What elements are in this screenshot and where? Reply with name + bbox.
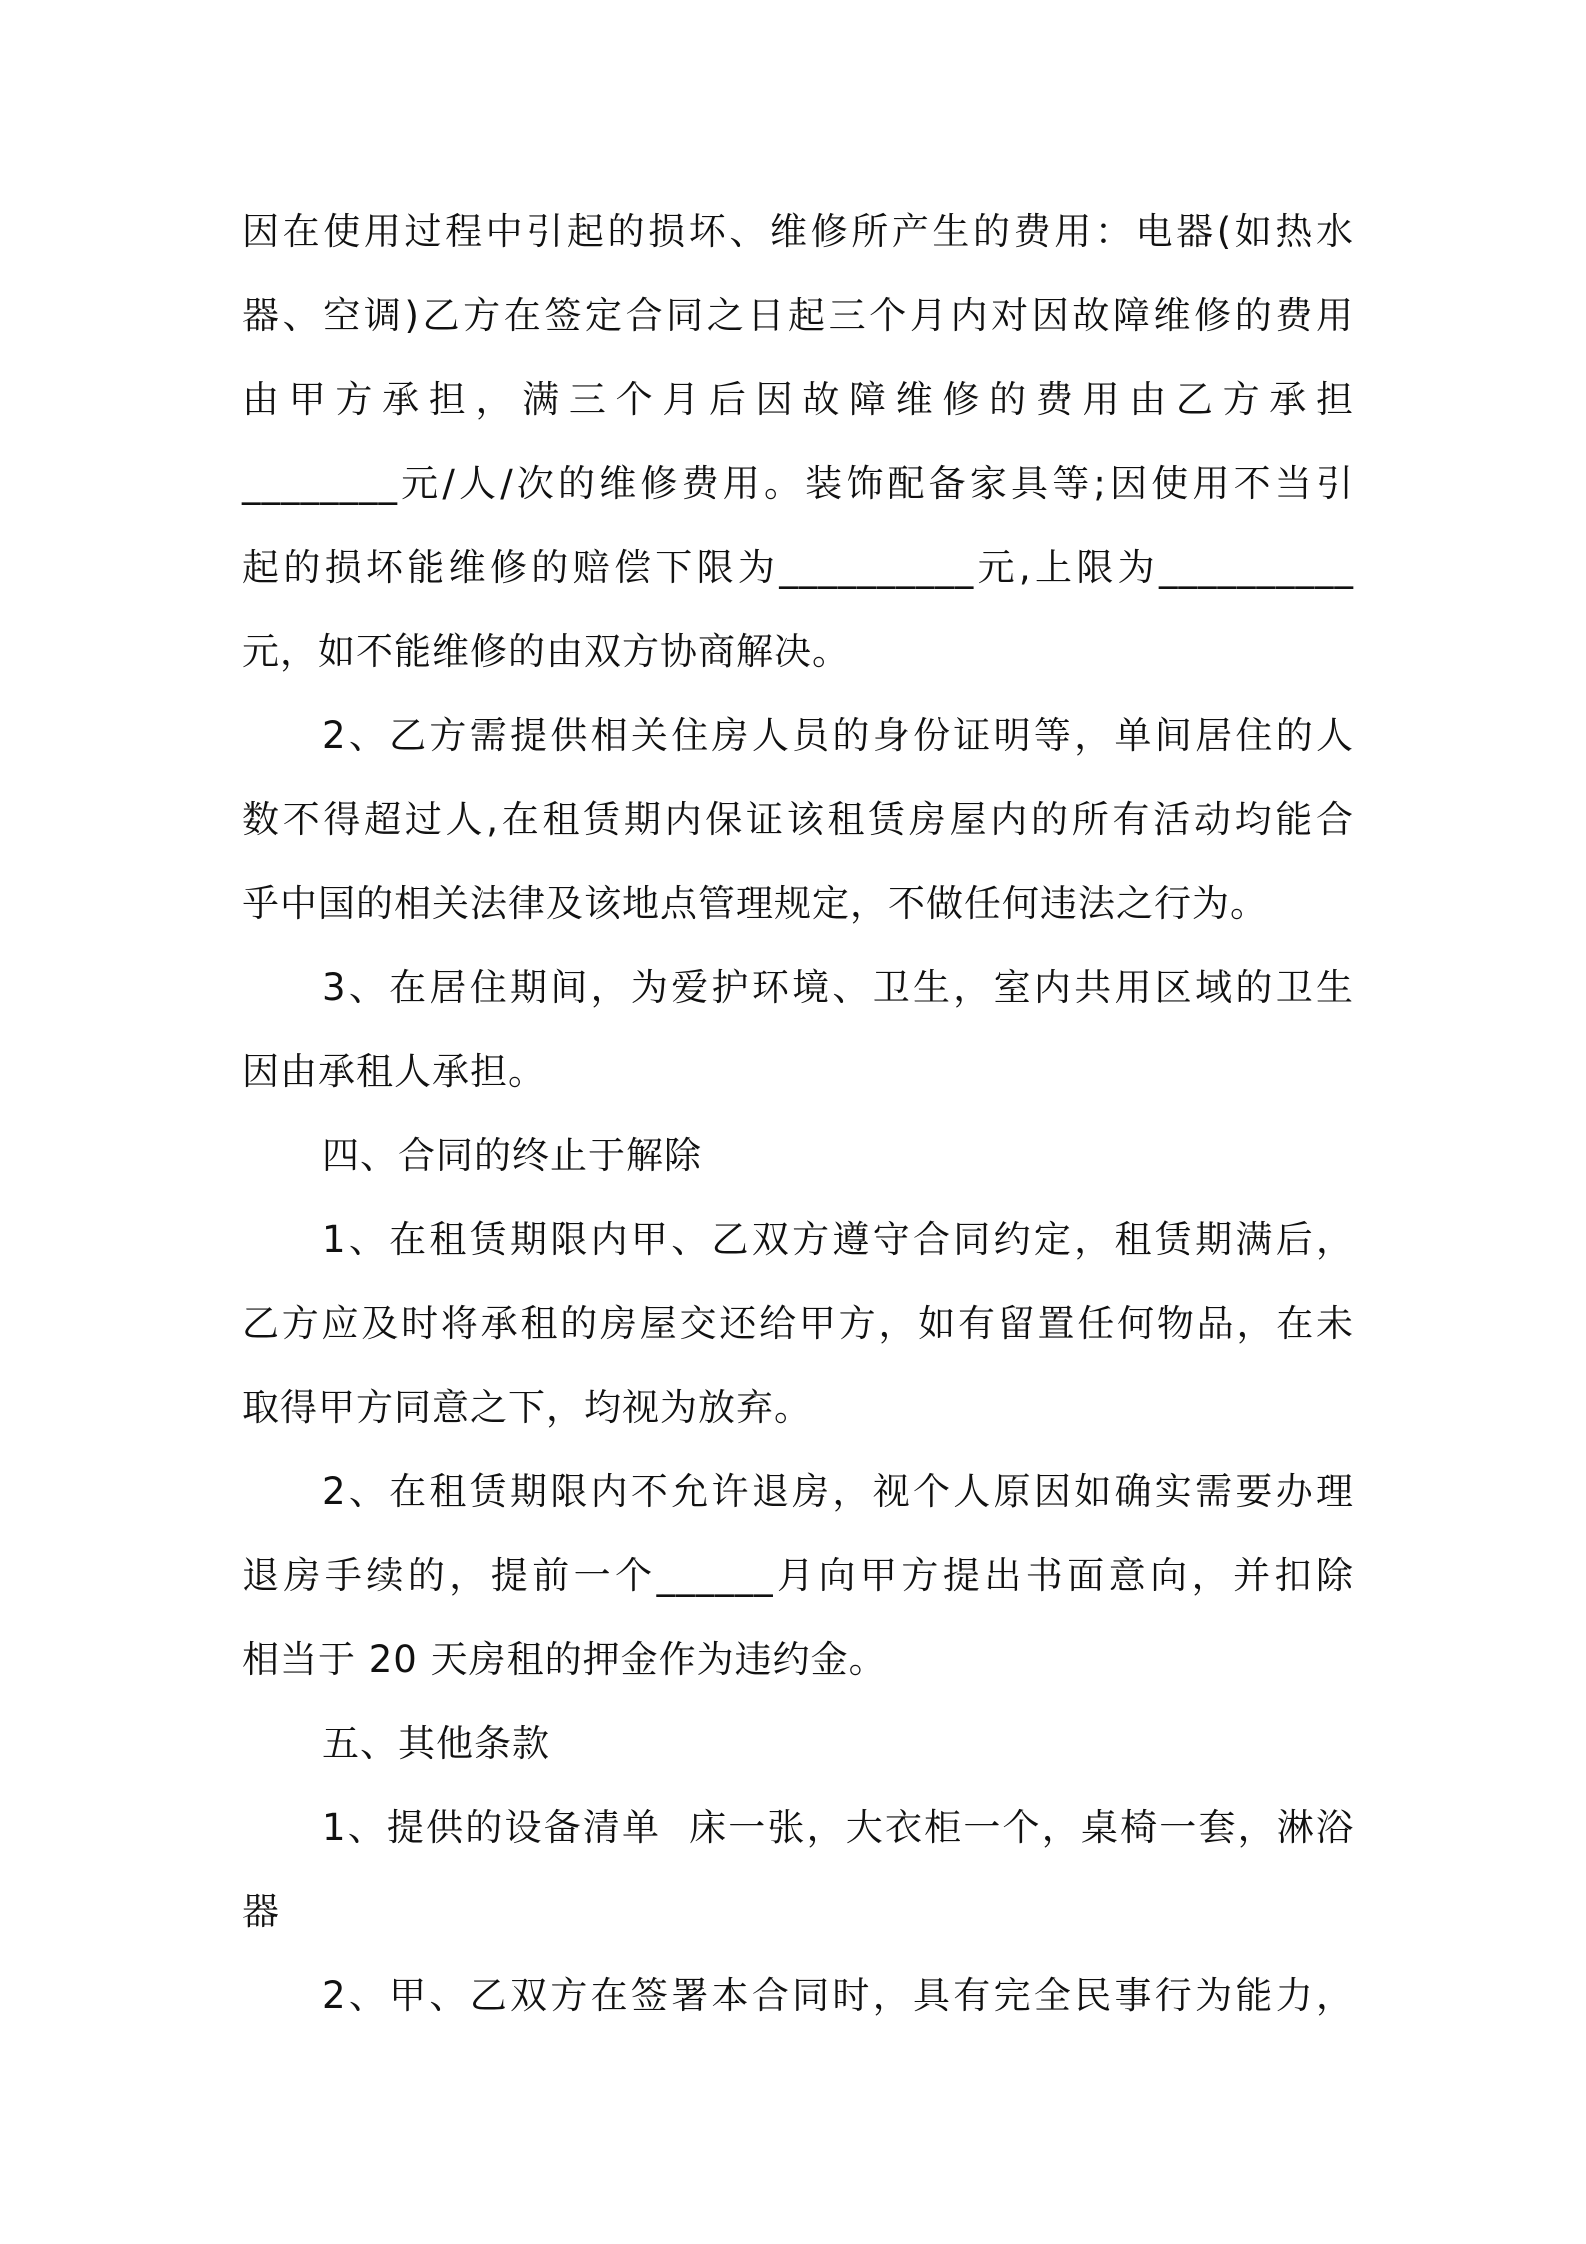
text-line: 2、乙方需提供相关住房人员的身份证明等，单间居住的人 (322, 714, 1354, 757)
text-line: 相当于 20 天房租的押金作为违约金。 (242, 1638, 887, 1681)
text-line: 1、提供的设备清单 床一张，大衣柜一个，桌椅一套，淋浴 (322, 1806, 1354, 1849)
text-line: 1、在租赁期限内甲、乙双方遵守合同约定，租赁期满后， (322, 1218, 1354, 1261)
text-line: 退房手续的，提前一个______月向甲方提出书面意向，并扣除 (242, 1554, 1354, 1597)
text-line: 乎中国的相关法律及该地点管理规定，不做任何违法之行为。 (242, 882, 1268, 925)
text-line: 因由承租人承担。 (242, 1050, 546, 1093)
text-line: 取得甲方同意之下，均视为放弃。 (242, 1386, 812, 1429)
text-line: 起的损坏能维修的赔偿下限为__________元,上限为__________ (242, 546, 1354, 589)
text-line: ________元/人/次的维修费用。装饰配备家具等;因使用不当引 (242, 462, 1354, 505)
text-line: 乙方应及时将承租的房屋交还给甲方，如有留置任何物品，在未 (242, 1302, 1354, 1345)
text-line: 元，如不能维修的由双方协商解决。 (242, 630, 850, 673)
text-line: 器 (242, 1890, 280, 1933)
text-line: 数不得超过人,在租赁期内保证该租赁房屋内的所有活动均能合 (242, 798, 1354, 841)
text-line: 2、在租赁期限内不允许退房，视个人原因如确实需要办理 (322, 1470, 1354, 1513)
text-line: 因在使用过程中引起的损坏、维修所产生的费用：电器(如热水 (242, 210, 1354, 253)
section-heading: 四、合同的终止于解除 (322, 1134, 702, 1177)
text-line: 由甲方承担，满三个月后因故障维修的费用由乙方承担 (242, 378, 1354, 421)
text-line: 器、空调)乙方在签定合同之日起三个月内对因故障维修的费用 (242, 294, 1354, 337)
text-line: 2、甲、乙双方在签署本合同时，具有完全民事行为能力， (322, 1974, 1354, 2017)
section-heading: 五、其他条款 (322, 1722, 550, 1765)
text-line: 3、在居住期间，为爱护环境、卫生，室内共用区域的卫生 (322, 966, 1354, 1009)
